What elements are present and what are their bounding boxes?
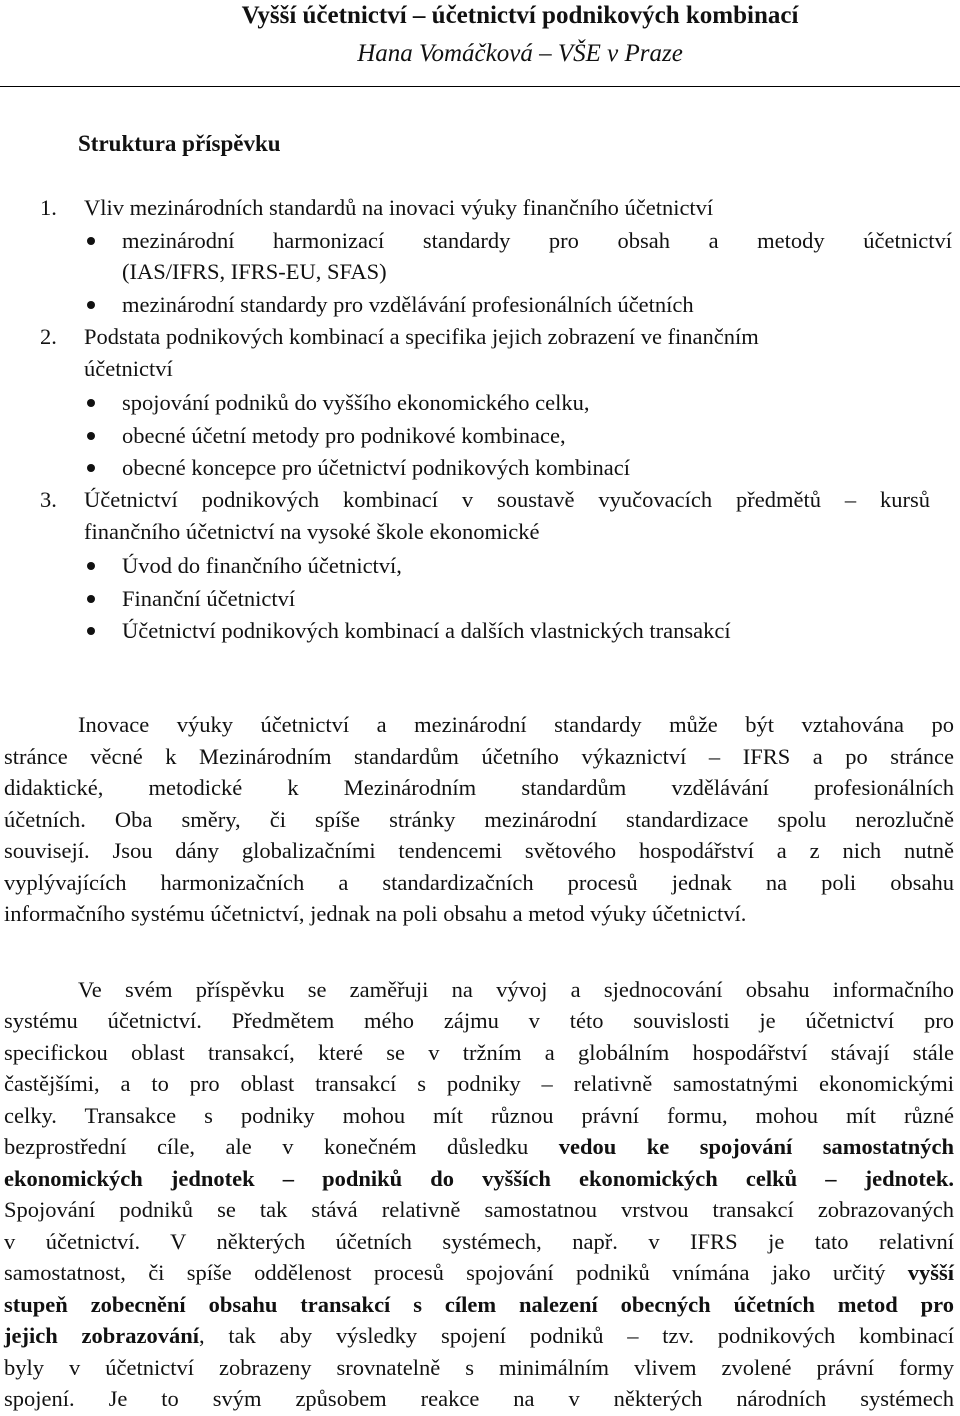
document-subtitle: Hana Vomáčková – VŠE v Praze [357, 40, 683, 67]
paragraph-1-line: didaktické, metodické k Mezinárodním standardům vzdělávání profesionálních [4, 775, 954, 800]
paragraph-2-line: Ve svém příspěvku se zaměřuji na vývoj a sjednocování obsahu informačního [78, 977, 954, 1002]
paragraph-2-line [4, 1257, 954, 1289]
outline-item-3-bullet-3: Účetnictví podnikových kombinací a dalších vlastnických transakcí [122, 618, 731, 643]
bullet-icon [87, 301, 95, 309]
outline-item-3-bullet-1: Úvod do finančního účetnictví, [122, 553, 402, 578]
paragraph-2-line: celky. Transakce s podniky mohou mít různou právní formu, mohou mít různé [4, 1103, 954, 1128]
paragraph-2-line: byly v účetnictví zobrazeny srovnatelně s minimálním vlivem zvolené právní formy [4, 1355, 954, 1380]
paragraph-1-line: vyplývajících harmonizačních a standardizačních procesů jednak na poli obsahu [4, 870, 954, 895]
paragraph-1-line: stránce věcné k Mezinárodním standardům účetního výkaznictví – IFRS a po stránce [4, 744, 954, 769]
paragraph-1-line: účetních. Oba směry, či spíše stránky mezinárodní standardizace spolu nerozlučně [4, 807, 954, 832]
paragraph-2-emphasis: jejich zobrazování [4, 1323, 199, 1348]
bullet-icon [87, 237, 95, 245]
bullet-icon [87, 432, 95, 440]
paragraph-2-emphasis: stupeň zobecnění obsahu transakcí s cílem nalezení obecných účetních metod pro [4, 1292, 954, 1317]
outline-item-2: Podstata podnikových kombinací a specifika jejich zobrazení ve finančním [84, 324, 759, 349]
outline-item-2-cont: účetnictví [84, 356, 173, 381]
paragraph-1-line: informačního systému účetnictví, jednak na poli obsahu a metod výuky účetnictví. [4, 901, 747, 926]
outline-item-3: Účetnictví podnikových kombinací v soustavě vyučovacích předmětů – kursů [84, 487, 930, 512]
paragraph-1-line: souvisejí. Jsou dány globalizačními tendencemi světového hospodářství a z nich nutně [4, 838, 954, 863]
paragraph-2-text: samostatnost, či spíše oddělenost procesů spojování podniků vnímána jako určitý [4, 1260, 908, 1285]
paragraph-2-emphasis: ekonomických jednotek – podniků do vyšších ekonomických celků – jednotek. [4, 1166, 954, 1191]
outline-number-1: 1. [40, 195, 57, 220]
outline-item-1: Vliv mezinárodních standardů na inovaci výuky finančního účetnictví [84, 195, 714, 220]
section-title: Struktura příspěvku [78, 131, 281, 156]
outline-item-1-bullet-2: mezinárodní standardy pro vzdělávání profesionálních účetních [122, 292, 694, 317]
outline-item-2-bullet-3: obecné koncepce pro účetnictví podnikových kombinací [122, 455, 630, 480]
bullet-icon [87, 627, 95, 635]
outline-item-3-bullet-2: Finanční účetnictví [122, 586, 296, 611]
outline-item-3-cont: finančního účetnictví na vysoké škole ekonomické [84, 519, 540, 544]
header-divider [0, 86, 960, 87]
outline-item-2-bullet-2: obecné účetní metody pro podnikové kombinace, [122, 423, 566, 448]
bullet-icon [87, 399, 95, 407]
outline-number-3: 3. [40, 487, 57, 512]
paragraph-2-line: specifickou oblast transakcí, které se v tržním a globálním hospodářství stávají stále [4, 1040, 954, 1065]
paragraph-1-line: Inovace výuky účetnictví a mezinárodní standardy může být vztahována po [78, 712, 954, 737]
paragraph-2-text: , tak aby výsledky spojení podniků – tzv. podnikových kombinací [199, 1323, 954, 1348]
paragraph-2-line [4, 1131, 954, 1163]
bullet-icon [87, 464, 95, 472]
document-title: Vyšší účetnictví – účetnictví podnikových kombinací [241, 2, 799, 29]
bullet-icon [87, 595, 95, 603]
paragraph-2-line: systému účetnictví. Předmětem mého zájmu v této souvislosti je účetnictví pro [4, 1008, 954, 1033]
bullet-icon [87, 562, 95, 570]
paragraph-2-emphasis: vedou ke spojování samostatných [558, 1134, 955, 1159]
paragraph-2-line [4, 1163, 954, 1195]
paragraph-2-line: spojení. Je to svým způsobem reakce na v některých národních systémech [4, 1386, 954, 1411]
outline-item-2-bullet-1: spojování podniků do vyššího ekonomického celku, [122, 390, 590, 415]
outline-number-2: 2. [40, 324, 57, 349]
outline-item-1-bullet-1: mezinárodní harmonizací standardy pro obsah a metody účetnictví [122, 228, 952, 253]
paragraph-2-line: častějšími, a to pro oblast transakcí s podniky – relativně samostatnými ekonomickými [4, 1071, 954, 1096]
paragraph-2-line: Spojování podniků se tak stává relativně samostatnou vrstvou transakcí zobrazovaných [4, 1197, 954, 1222]
paragraph-2-emphasis: vyšší [907, 1260, 954, 1285]
outline-item-1-bullet-1-cont: (IAS/IFRS, IFRS-EU, SFAS) [122, 259, 387, 284]
paragraph-2-line [4, 1289, 954, 1321]
paragraph-2-text: bezprostřední cíle, ale v konečném důsledku [4, 1134, 559, 1159]
paragraph-2-line [4, 1320, 954, 1352]
paragraph-2-line: v účetnictví. V některých účetních systémech, např. v IFRS je tato relativní [4, 1229, 954, 1254]
